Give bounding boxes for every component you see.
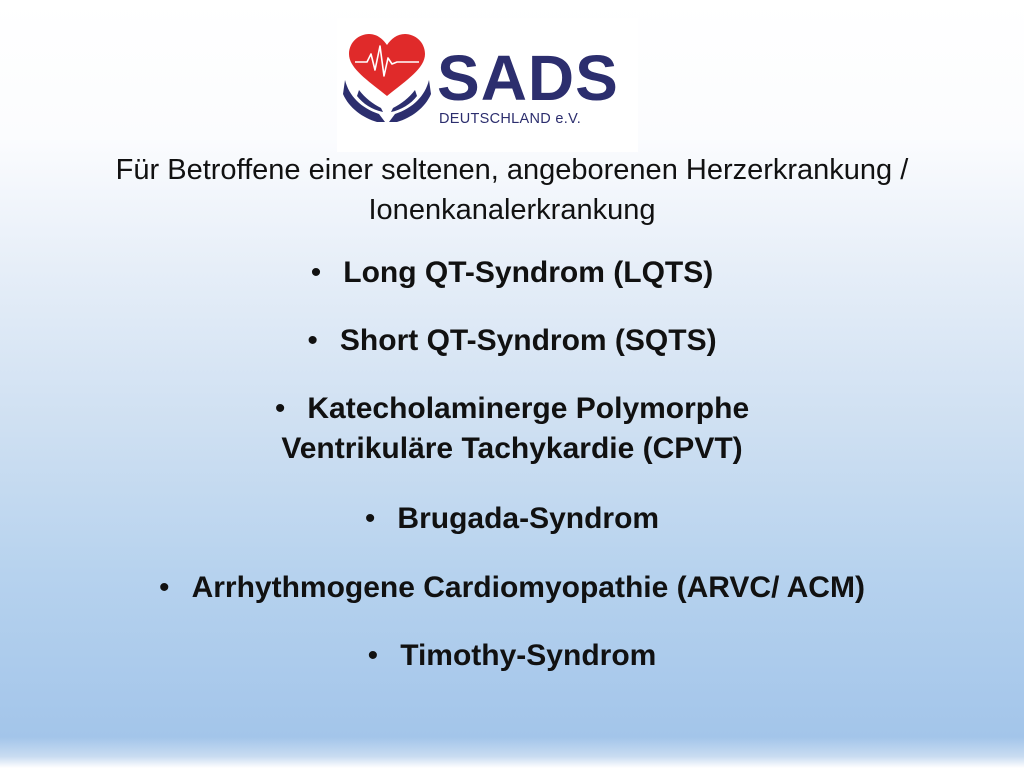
list-item-label: Timothy-Syndrom: [400, 639, 657, 672]
sads-logo: [337, 18, 638, 152]
list-item-label: Brugada-Syndrom: [397, 502, 660, 535]
list-item-label: Katecholaminerge Polymorphe: [307, 392, 750, 425]
intro-text: [20, 150, 1004, 230]
logo-subtitle: DEUTSCHLAND e.V.: [439, 111, 582, 127]
bullet: •: [310, 256, 322, 289]
list-item-arvc: [0, 568, 1024, 608]
list-item-label: Arrhythmogene Cardiomyopathie (ARVC/ ACM): [191, 571, 865, 604]
bullet: •: [307, 324, 318, 357]
list-item-label: Long QT-Syndrom (LQTS): [343, 256, 714, 289]
bullet: •: [159, 571, 170, 604]
list-item-label: Short QT-Syndrom (SQTS): [339, 324, 717, 357]
logo-title: SADS: [437, 42, 619, 114]
bullet: •: [367, 639, 379, 672]
heart-in-hands-icon: [337, 18, 437, 138]
list-item-label-continued: Ventrikuläre Tachykardie (CPVT): [281, 432, 743, 465]
intro-line-1: Für Betroffene einer seltenen, angeborenen Herzerkrankung /: [115, 154, 909, 186]
list-item-timothy: [0, 636, 1024, 676]
intro-line-2: Ionenkanalerkrankung: [368, 194, 656, 226]
list-item-sqts: [0, 321, 1024, 361]
list-item-brugada: [0, 499, 1024, 539]
list-item-cpvt: [0, 389, 1024, 469]
bullet: •: [274, 392, 286, 425]
list-item-lqts: [0, 253, 1024, 293]
bullet: •: [364, 502, 376, 535]
